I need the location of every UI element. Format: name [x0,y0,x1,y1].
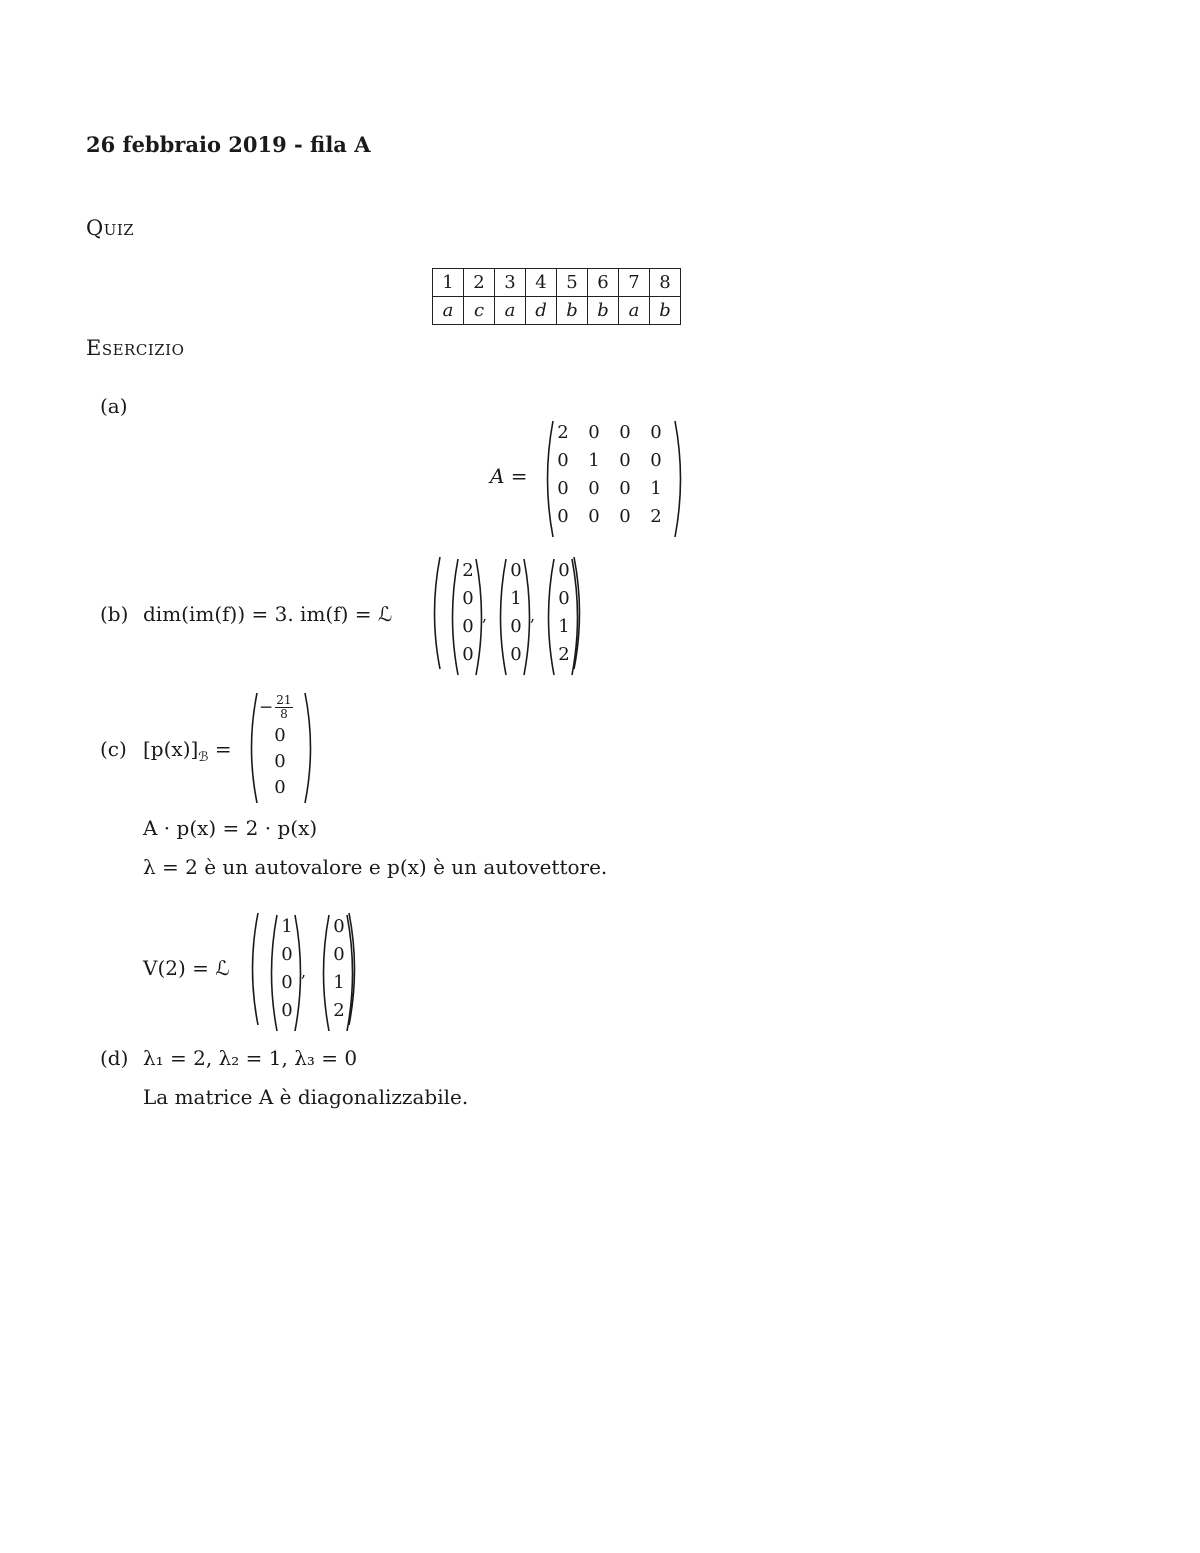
coord-vector-lhs [143,737,232,765]
quiz-numbers-row [433,269,681,297]
span-right-paren [572,556,586,670]
image-basis-vector-entry: 2 [558,644,570,665]
quiz-answer: a [433,297,464,325]
matrix-a-entry: 2 [557,422,569,443]
matrix-a-entry: 1 [588,450,600,471]
matrix-a-entry: 0 [619,450,631,471]
coord-vector-right-paren [303,692,317,804]
matrix-a-entry: 2 [650,506,662,527]
coord-vector-entry: 0 [274,725,286,746]
coord-vector-lhs-basis: ℬ [198,750,209,765]
conclusion: La matrice A è diagonalizzabile. [143,1085,469,1109]
image-basis-vector-entry: 0 [510,644,522,665]
eigenspace-lhs: V(2) = ℒ [143,956,230,980]
image-basis-vector-entry: 0 [462,616,474,637]
image-basis-vector-entry: 0 [558,588,570,609]
image-basis-vector-entry: 0 [462,588,474,609]
quiz-number: 7 [619,269,650,297]
esercizio-heading: Esercizio [86,336,185,360]
eigenspace-vector-entry: 0 [333,944,345,965]
quiz-answer: b [557,297,588,325]
quiz-answer: a [495,297,526,325]
part-c-line2: λ = 2 è un autovalore e p(x) è un autovettore. [143,855,608,879]
comma: , [482,606,488,625]
matrix-a-entry: 0 [619,478,631,499]
quiz-answer: b [650,297,681,325]
quiz-number: 8 [650,269,681,297]
matrix-a-entry: 0 [650,450,662,471]
comma: , [530,606,536,625]
eigenvalues: λ₁ = 2, λ₂ = 1, λ₃ = 0 [143,1046,358,1070]
part-b-label: (b) [100,602,129,626]
page-title: 26 febbraio 2019 - fila A [86,132,371,157]
eigenspace-vector-entry: 1 [281,916,293,937]
image-basis-vector-entry: 0 [558,560,570,581]
part-b-text: dim(im(f)) = 3. im(f) = ℒ [143,602,393,626]
matrix-a-entry: 0 [557,478,569,499]
quiz-number: 2 [464,269,495,297]
part-c-label: (c) [100,737,127,761]
eigenspace-vector-entry: 2 [333,1000,345,1021]
quiz-answer: c [464,297,495,325]
matrix-a-entry: 0 [650,422,662,443]
matrix-a-right-paren [673,420,687,538]
quiz-number: 6 [588,269,619,297]
image-basis-vector-entry: 0 [510,560,522,581]
matrix-a-entry: 0 [619,422,631,443]
eigenspace-vector-entry: 1 [333,972,345,993]
matrix-a-entry: 0 [588,478,600,499]
quiz-number: 3 [495,269,526,297]
coord-vector-entry: 0 [274,777,286,798]
eigenspace-right-paren [347,912,361,1026]
coord-vector-fraction: − $\frac{21}{8}$ [259,693,292,721]
quiz-answer: d [526,297,557,325]
quiz-number: 4 [526,269,557,297]
matrix-a-entry: 0 [588,506,600,527]
matrix-a-entry: 0 [557,506,569,527]
quiz-answer: a [619,297,650,325]
part-d-label: (d) [100,1046,129,1070]
image-basis-vector-entry: 1 [558,616,570,637]
image-basis-vector-entry: 2 [462,560,474,581]
eigenspace-vector-entry: 0 [281,972,293,993]
quiz-answer: b [588,297,619,325]
eigenspace-vector-entry: 0 [333,916,345,937]
quiz-number: 1 [433,269,464,297]
comma: , [301,962,307,981]
quiz-answer-table [432,268,681,325]
image-basis-vector-entry: 1 [510,588,522,609]
coord-vector-left-paren [245,692,259,804]
part-a-label: (a) [100,394,128,418]
quiz-number: 5 [557,269,588,297]
image-basis-vector-entry: 0 [462,644,474,665]
coord-vector-lhs-main: [p(x)] [143,737,199,761]
quiz-answers-row [433,297,681,325]
matrix-a-entry: 0 [588,422,600,443]
coord-vector-entry: 0 [274,751,286,772]
part-c-line1: A · p(x) = 2 · p(x) [143,816,318,840]
matrix-a-entry: 1 [650,478,662,499]
quiz-heading: Quiz [86,216,135,240]
span-left-paren [428,556,442,670]
eigenspace-vector-entry: 0 [281,1000,293,1021]
eigenspace-vector-entry: 0 [281,944,293,965]
coord-vector-eq: = [214,737,232,761]
image-basis-vector-entry: 0 [510,616,522,637]
matrix-a-lhs: A = [490,464,528,488]
eigenspace-left-paren [246,912,260,1026]
matrix-a-entry: 0 [619,506,631,527]
matrix-a-entry: 0 [557,450,569,471]
